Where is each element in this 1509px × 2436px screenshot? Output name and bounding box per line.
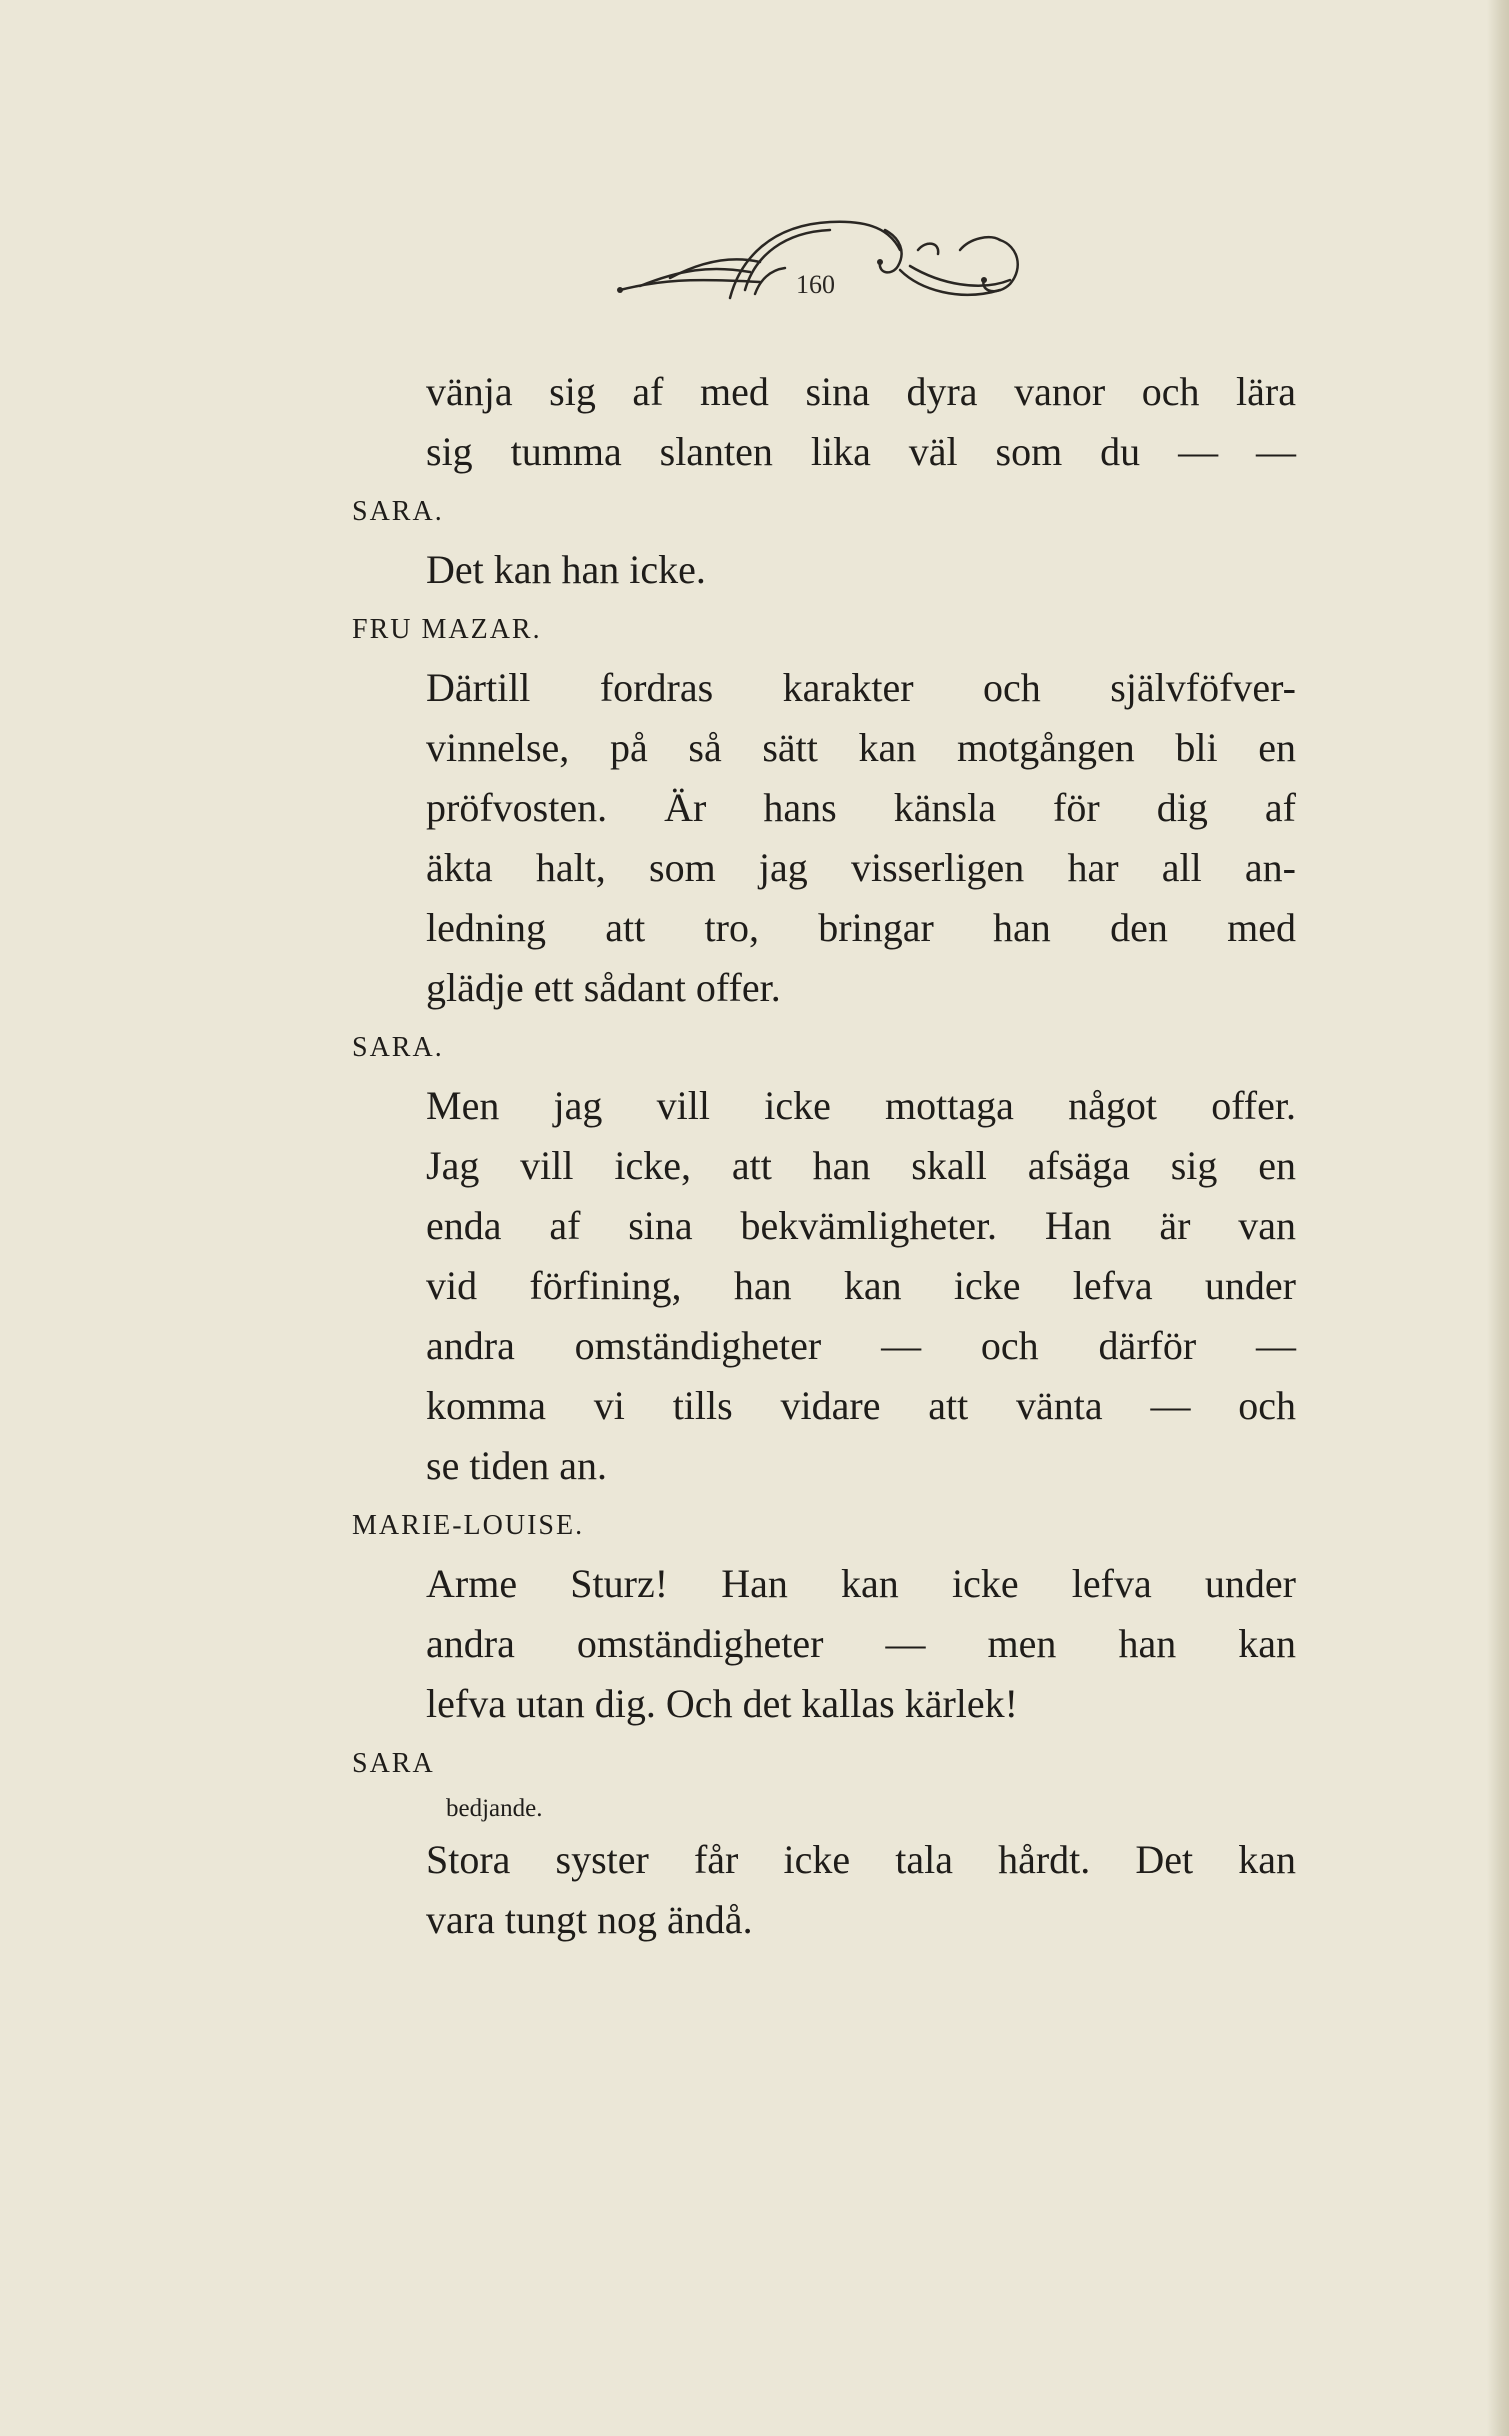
- speaker-name: SARA.: [352, 1032, 444, 1063]
- text-line: sig tumma slanten lika väl som du — —: [426, 429, 1296, 474]
- page-header-ornament: [600, 210, 1040, 320]
- text-line: Därtill fordras karakter och självföfver-: [426, 665, 1296, 710]
- play-text: [352, 362, 1296, 1950]
- text-line: Jag vill icke, att han skall afsäga sig en: [426, 1143, 1296, 1188]
- text-line: ledning att tro, bringar han den med: [426, 905, 1296, 950]
- text-line: enda af sina bekvämligheter. Han är van: [426, 1203, 1296, 1248]
- scroll-ornament-icon: [600, 210, 1040, 320]
- text-line: se tiden an.: [426, 1443, 608, 1488]
- text-line: vara tungt nog ändå.: [426, 1897, 753, 1942]
- speaker-name: SARA: [352, 1748, 435, 1779]
- page-number: 160: [796, 270, 835, 299]
- page-edge-shadow: [1487, 0, 1509, 2436]
- speaker-name: MARIE-LOUISE.: [352, 1510, 585, 1541]
- dialogue-paragraph: [426, 1830, 1296, 1950]
- text-line: pröfvosten. Är hans känsla för dig af: [426, 785, 1296, 830]
- text-line: vinnelse, på så sätt kan motgången bli en: [426, 725, 1296, 770]
- dialogue-paragraph: [426, 540, 1296, 600]
- dialogue-paragraph: [426, 1554, 1296, 1734]
- text-line: Stora syster får icke tala hårdt. Det kan: [426, 1837, 1296, 1882]
- text-line: vänja sig af med sina dyra vanor och lära: [426, 369, 1296, 414]
- dialogue-paragraph: [426, 1076, 1296, 1496]
- speaker-name: FRU MAZAR.: [352, 614, 542, 645]
- text-line: komma vi tills vidare att vänta — och: [426, 1383, 1296, 1428]
- text-line: äkta halt, som jag visserligen har all an-: [426, 845, 1296, 890]
- continuation-paragraph: [426, 362, 1296, 482]
- text-line: lefva utan dig. Och det kallas kärlek!: [426, 1681, 1018, 1726]
- text-line: andra omständigheter — men han kan: [426, 1621, 1296, 1666]
- text-line: andra omständigheter — och därför —: [426, 1323, 1296, 1368]
- speaker-name: SARA.: [352, 496, 444, 527]
- text-line: vid förfining, han kan icke lefva under: [426, 1263, 1296, 1308]
- dialogue-paragraph: [426, 658, 1296, 1018]
- text-line: glädje ett sådant offer.: [426, 965, 781, 1010]
- stage-direction: bedjande.: [446, 1795, 543, 1822]
- text-line: Det kan han icke.: [426, 547, 706, 592]
- text-line: Men jag vill icke mottaga något offer.: [426, 1083, 1296, 1128]
- text-line: Arme Sturz! Han kan icke lefva under: [426, 1561, 1296, 1606]
